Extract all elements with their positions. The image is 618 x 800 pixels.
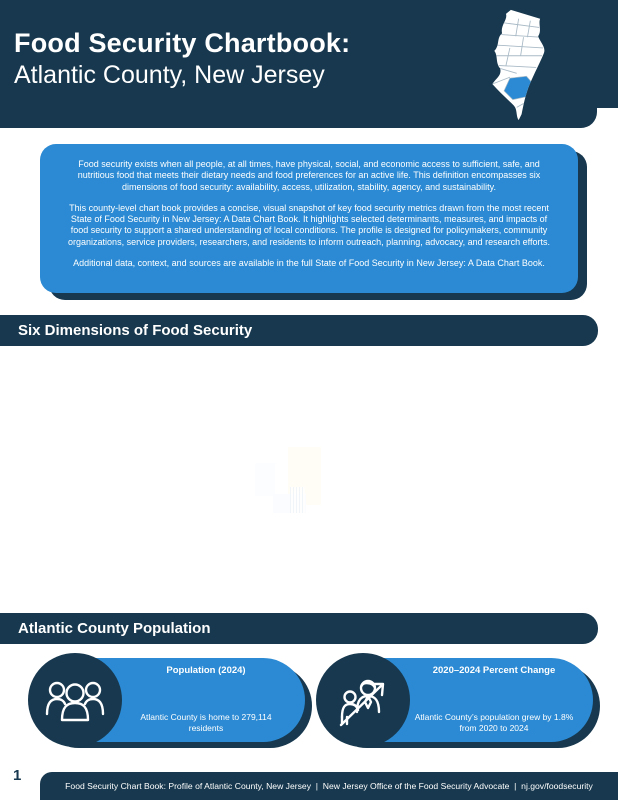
stat-card-icon-circle bbox=[316, 653, 410, 747]
faint-block bbox=[255, 463, 275, 496]
page-title-line1: Food Security Chartbook: bbox=[14, 28, 351, 58]
page-number: 1 bbox=[13, 767, 22, 784]
intro-paragraph-3: Additional data, context, and sources are available in the full State of Food Security in New Jersey: A Data Chart Book. bbox=[73, 258, 545, 269]
page-title bbox=[14, 27, 350, 91]
footer-bar: Food Security Chart Book: Profile of Atlantic County, New Jersey | New Jersey Office of the Food Security Advocate | nj.gov/foodsecurity bbox=[40, 772, 618, 800]
stat-card-icon-circle bbox=[28, 653, 122, 747]
intro-text-card bbox=[40, 144, 578, 293]
stat-card-description: Atlantic County’s population grew by 1.8% from 2020 to 2024 bbox=[414, 712, 574, 733]
people-group-icon bbox=[44, 669, 106, 731]
intro-paragraph-1: Food security exists when all people, at all times, have physical, social, and economic access to sufficient, safe, and nutritious food that meets their dietary needs and food preferences for an active life. This definition encompasses six dimensions of food security: availability, access, utilization, stability, agency, and sustainability. bbox=[77, 159, 541, 192]
nj-state-outline bbox=[492, 10, 544, 120]
section-header-population: Atlantic County Population bbox=[0, 613, 598, 644]
page-title-line2: Atlantic County, New Jersey bbox=[14, 61, 325, 89]
section-header-six-dimensions: Six Dimensions of Food Security bbox=[0, 315, 598, 346]
population-growth-arrow-icon bbox=[332, 669, 394, 731]
new-jersey-county-map-icon bbox=[477, 7, 572, 124]
faint-striped-block bbox=[290, 487, 305, 513]
header bbox=[0, 0, 597, 128]
stat-card-description: Atlantic County is home to 279,114 residents bbox=[140, 712, 272, 733]
stat-card-population bbox=[30, 658, 305, 742]
stat-card-title: 2020–2024 Percent Change bbox=[432, 665, 556, 676]
stat-card-title: Population (2024) bbox=[166, 665, 246, 676]
stat-card-percent-change bbox=[318, 658, 593, 742]
intro-paragraph-2: This county-level chart book provides a concise, visual snapshot of key food security metrics drawn from the most recent State of Food Security in New Jersey: A Data Chart Book. It highlights selected determinants, measures, and impacts of food security to support a shared understanding of local conditions. The profile is designed for policymakers, community organizations, service providers, researchers, and residents to inform outreach, planning, advocacy, and research efforts. bbox=[68, 202, 550, 247]
